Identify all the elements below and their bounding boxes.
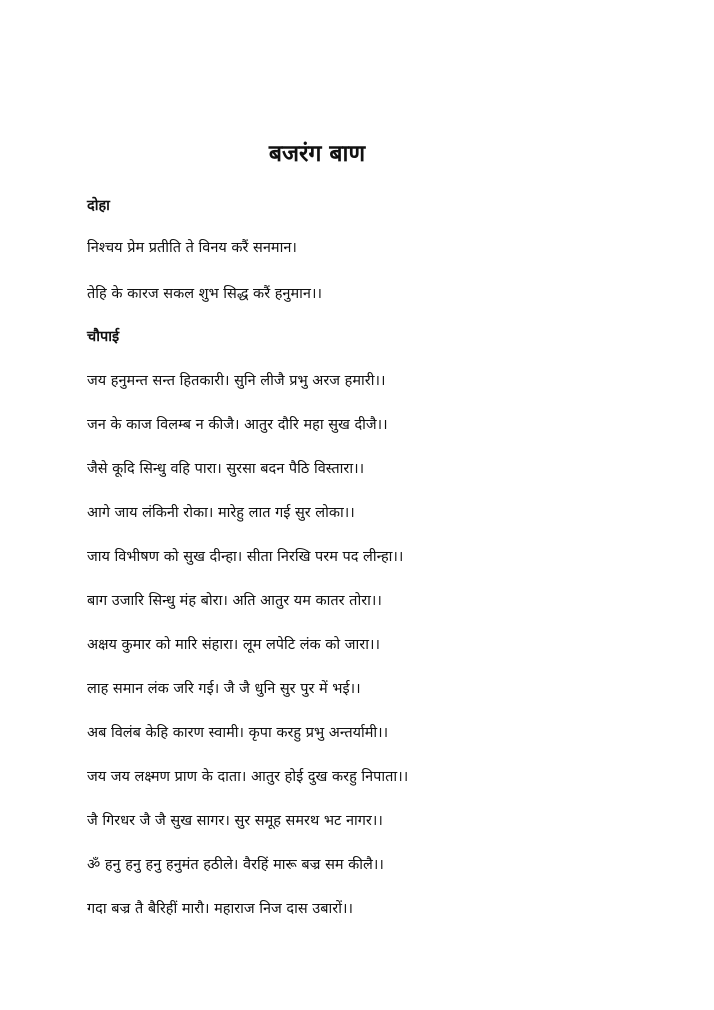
chaupai-line-8: लाह समान लंक जरि गई। जै जै धुनि सुर पुर में भई।। bbox=[87, 681, 361, 697]
page-title bbox=[0, 136, 714, 168]
chaupai-line-5: जाय विभीषण को सुख दीन्हा। सीता निरखि परम पद लीन्हा।। bbox=[87, 549, 404, 565]
page-title-text: बजरंग बाण bbox=[268, 141, 366, 167]
chaupai-line-2: जन के काज विलम्ब न कीजै। आतुर दौरि महा सुख दीजै।। bbox=[87, 417, 388, 433]
chaupai-line-11: जै गिरधर जै जै सुख सागर। सुर समूह समरथ भट नागर।। bbox=[87, 813, 383, 829]
doha-line-2: तेहि के कारज सकल शुभ सिद्ध करैं हनुमान।। bbox=[87, 286, 322, 302]
chaupai-heading: चौपाई bbox=[87, 329, 120, 345]
chaupai-line-10: जय जय लक्ष्मण प्राण के दाता। आतुर होई दुख करहु निपाता।। bbox=[87, 769, 409, 785]
doha-heading: दोहा bbox=[87, 198, 110, 214]
chaupai-line-9: अब विलंब केहि कारण स्वामी। कृपा करहु प्रभु अन्तर्यामी।। bbox=[87, 725, 389, 741]
chaupai-line-1: जय हनुमन्त सन्त हितकारी। सुनि लीजै प्रभु अरज हमारी।। bbox=[87, 373, 386, 389]
chaupai-line-6: बाग उजारि सिन्धु मंह बोरा। अति आतुर यम कातर तोरा।। bbox=[87, 593, 382, 609]
doha-line-1: निश्चय प्रेम प्रतीति ते विनय करैं सनमान। bbox=[87, 240, 297, 256]
chaupai-line-7: अक्षय कुमार को मारि संहारा। लूम लपेटि लंक को जारा।। bbox=[87, 637, 380, 653]
chaupai-line-12: ॐ हनु हनु हनु हनुमंत हठीले। वैरहिं मारू बज्र सम कीलै।। bbox=[87, 857, 384, 873]
chaupai-line-3: जैसे कूदि सिन्धु वहि पारा। सुरसा बदन पैठि विस्तारा।। bbox=[87, 461, 365, 477]
chaupai-line-13: गदा बज्र तै बैरिहीं मारौ। महाराज निज दास उबारों।। bbox=[87, 901, 353, 917]
chaupai-line-4: आगे जाय लंकिनी रोका। मारेहु लात गई सुर लोका।। bbox=[87, 505, 355, 521]
